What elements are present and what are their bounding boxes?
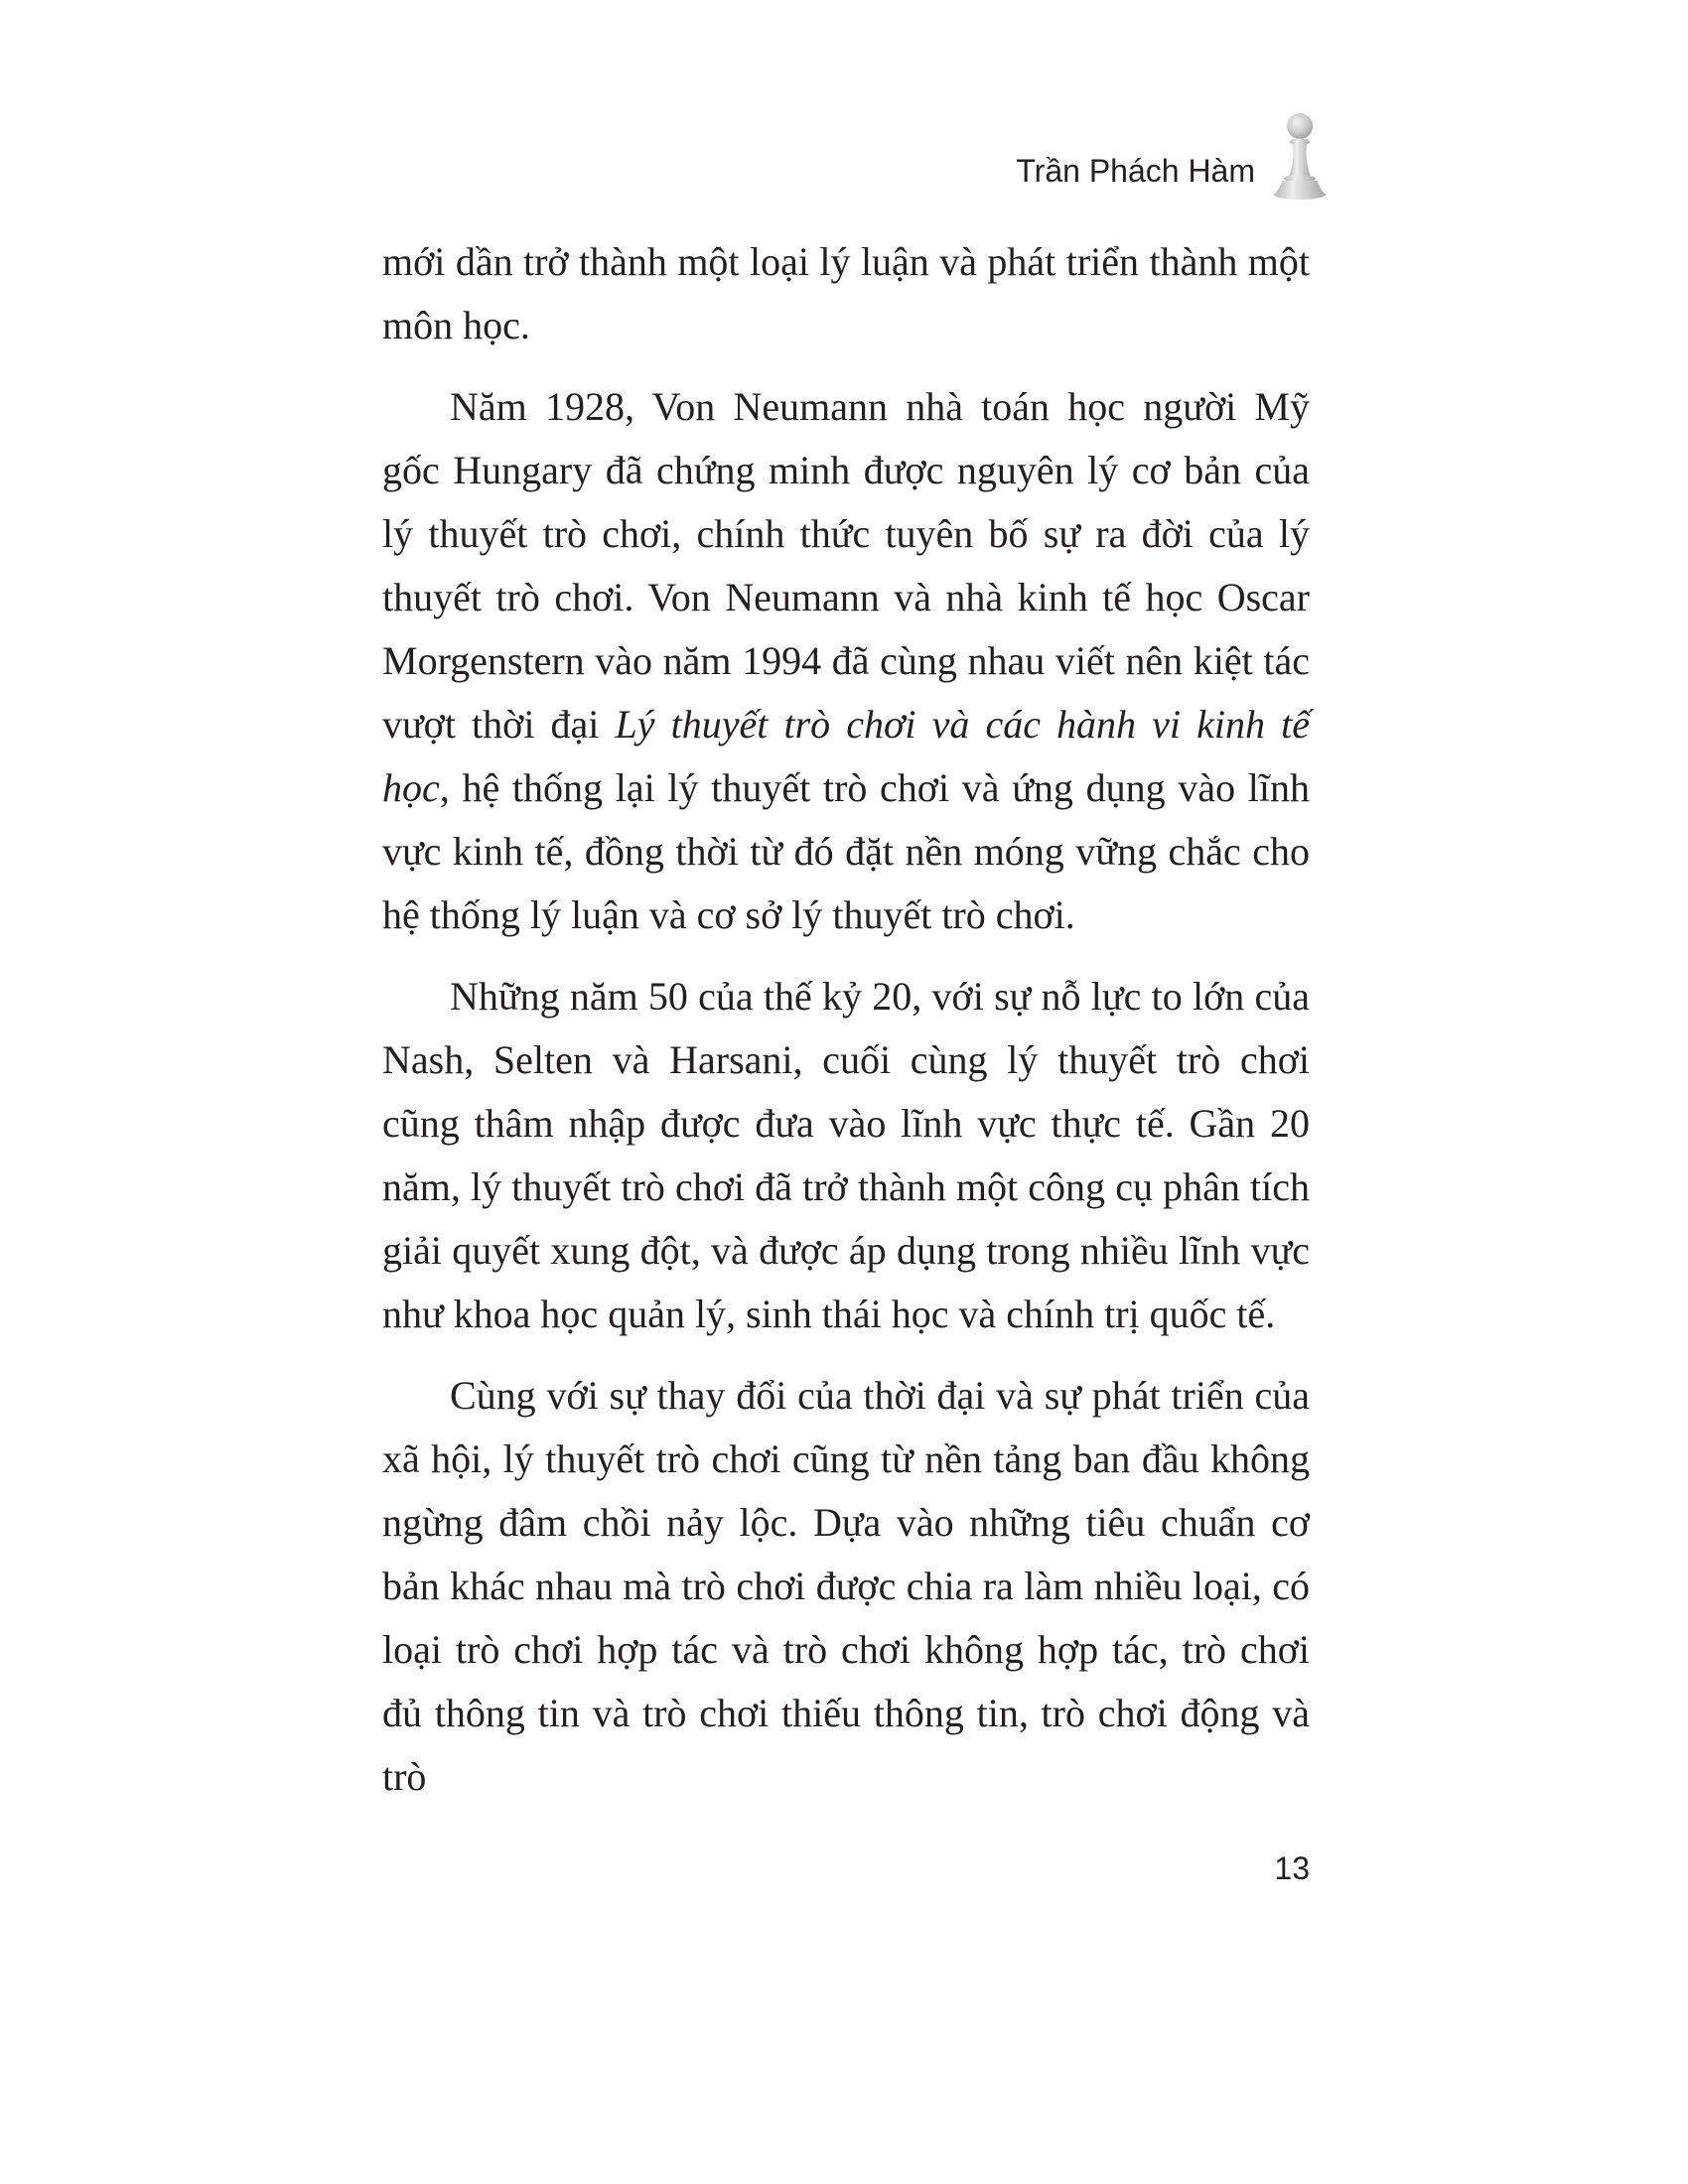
chess-pawn-icon — [1269, 111, 1331, 203]
body-text — [382, 230, 1310, 1888]
running-head-author: Trần Phách Hàm — [1016, 153, 1255, 189]
paragraph-2-text-after: , hệ thống lại lý thuyết trò chơi và ứng dụng vào lĩnh vực kinh tế, đồng thời từ đó đặt nền móng vững chắc cho hệ thống lý luận và cơ sở lý thuyết trò chơi. — [382, 765, 1310, 937]
page-number: 13 — [1274, 1850, 1310, 1886]
book-title-italic: Lý thuyết trò chơi và các hành vi kinh tế học — [382, 702, 1310, 810]
paragraph-2-text-before: Năm 1928, Von Neumann nhà toán học người Mỹ gốc Hungary đã chứng minh được nguyên lý cơ bản của lý thuyết trò chơi, chính thức tuyên bố sự ra đời của lý thuyết trò chơi. Von Neumann và nhà kinh tế học Oscar Morgenstern vào năm 1994 đã cùng nhau viết nên kiệt tác vượt thời đại — [382, 384, 1310, 747]
paragraph-3: Những năm 50 của thế kỷ 20, với sự nỗ lực to lớn của Nash, Selten và Harsani, cuối cùng lý thuyết trò chơi cũng thâm nhập được đưa vào lĩnh vực thực tế. Gần 20 năm, lý thuyết trò chơi đã trở thành một công cụ phân tích giải quyết xung đột, và được áp dụng trong nhiều lĩnh vực như khoa học quản lý, sinh thái học và chính trị quốc tế. — [382, 974, 1310, 1336]
running-head-row — [382, 111, 1331, 203]
paragraph-1: mới dần trở thành một loại lý luận và phát triển thành một môn học. — [382, 239, 1310, 347]
paragraph-2 — [382, 375, 1310, 947]
paragraph-4: Cùng với sự thay đổi của thời đại và sự phát triển của xã hội, lý thuyết trò chơi cũng từ nền tảng ban đầu không ngừng đâm chồi nảy lộc. Dựa vào những tiêu chuẩn cơ bản khác nhau mà trò chơi được chia ra làm nhiều loại, có loại trò chơi hợp tác và trò chơi không hợp tác, trò chơi đủ thông tin và trò chơi thiếu thông tin, trò chơi động và trò — [382, 1373, 1310, 1799]
